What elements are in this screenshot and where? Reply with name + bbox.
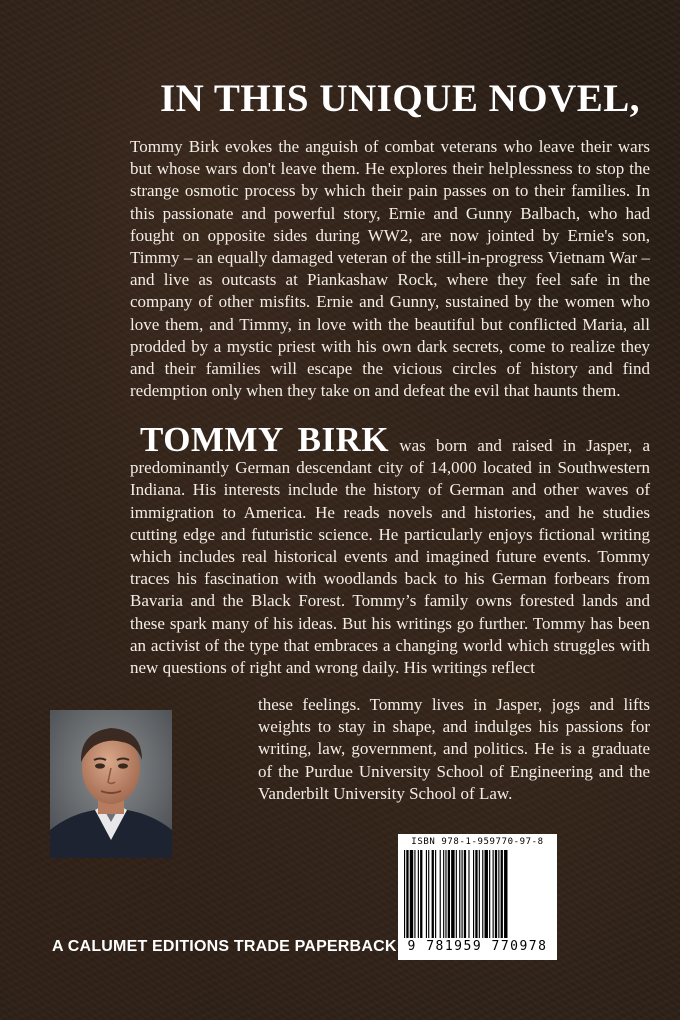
imprint-line: A CALUMET EDITIONS TRADE PAPERBACK xyxy=(52,938,397,955)
author-portrait-image xyxy=(50,710,172,858)
barcode-bar xyxy=(414,850,415,938)
barcode-bar xyxy=(501,850,503,938)
barcode-bar xyxy=(432,850,434,938)
barcode-bar xyxy=(406,850,408,938)
barcode-bar xyxy=(495,850,497,938)
barcode-bar xyxy=(485,850,488,938)
barcode-bar xyxy=(489,850,490,938)
barcode-bar xyxy=(479,850,480,938)
barcode-bar xyxy=(435,850,436,938)
barcode-bar xyxy=(504,850,507,938)
barcode-bars xyxy=(404,850,551,938)
barcode-bar xyxy=(440,850,441,938)
barcode-bar xyxy=(498,850,499,938)
author-bio-text: was born and raised in Jasper, a predominantly German descendant city of 14,000 located in Southwestern Indiana. His interests include the history of German and other waves of immigration to America. He reads novels and histories, and he studies cutting edge and futuristic science. He particularly enjoys fictional writing which includes real historical events and imagined future events. Tommy traces his fascination with woodlands back to his German forbears from Bavaria and the Black Forest. Tommy’s family owns forested lands and these spark many of his ideas. But his writings go further. Tommy has been an activist of the type that embraces a changing world which struggles with new questions of right and wrong daily. His writings reflect xyxy=(130,436,650,678)
barcode-bar xyxy=(426,850,427,938)
synopsis-heading: IN THIS UNIQUE NOVEL, xyxy=(160,77,641,120)
barcode-bar xyxy=(459,850,460,938)
barcode-bar xyxy=(428,850,429,938)
barcode-bar xyxy=(456,850,457,938)
barcode-bar xyxy=(410,850,413,938)
barcode-bar xyxy=(418,850,419,938)
barcode-bar xyxy=(468,850,469,938)
barcode-bar xyxy=(493,850,494,938)
barcode-bar xyxy=(475,850,477,938)
barcode-bar xyxy=(443,850,444,938)
synopsis-text: Tommy Birk evokes the anguish of combat veterans who leave their wars but whose wars don't leave them. He explores their helplessness to stop the strange osmotic process by which their pain passes on to their families. In this passionate and powerful story, Ernie and Gunny Balbach, who had fought on opposite sides during WW2, are now jointed by Ernie's son, Timmy – an equally damaged veteran of the still-in-progress Vietnam War – and live as outcasts at Piankashaw Rock, where they feel safe in the company of other misfits. Ernie and Gunny, sustained by the women who love them, and Timmy, in love with the beautiful but conflicted Maria, all prodded by a mystic priest with his own dark secrets, come to realize they and their families will escape the vicious circles of history and find redemption only when they take on and defeat the evil that haunts them. xyxy=(130,137,650,401)
author-photo xyxy=(50,710,172,858)
isbn-number: 9 781959 770978 xyxy=(407,939,548,954)
barcode-bar xyxy=(448,850,450,938)
barcode-bar xyxy=(420,850,422,938)
barcode-bar xyxy=(404,850,405,938)
isbn-barcode xyxy=(398,834,557,960)
author-bio-continued: these feelings. Tommy lives in Jasper, jogs and lifts weights to stay in shape, and indulges his passions for writing, law, government, and politics. He is a graduate of the Purdue University School of Engineering and the Vanderbilt University School of Law. xyxy=(258,695,650,803)
barcode-bar xyxy=(473,850,474,938)
barcode-bar xyxy=(464,850,466,938)
barcode-bar xyxy=(445,850,446,938)
author-name: TOMMY BIRK xyxy=(140,420,390,459)
barcode-bar xyxy=(482,850,483,938)
isbn-label: ISBN 978-1-959770-97-8 xyxy=(411,837,544,847)
barcode-bar xyxy=(462,850,463,938)
barcode-bar xyxy=(451,850,454,938)
author-bio xyxy=(130,420,650,679)
